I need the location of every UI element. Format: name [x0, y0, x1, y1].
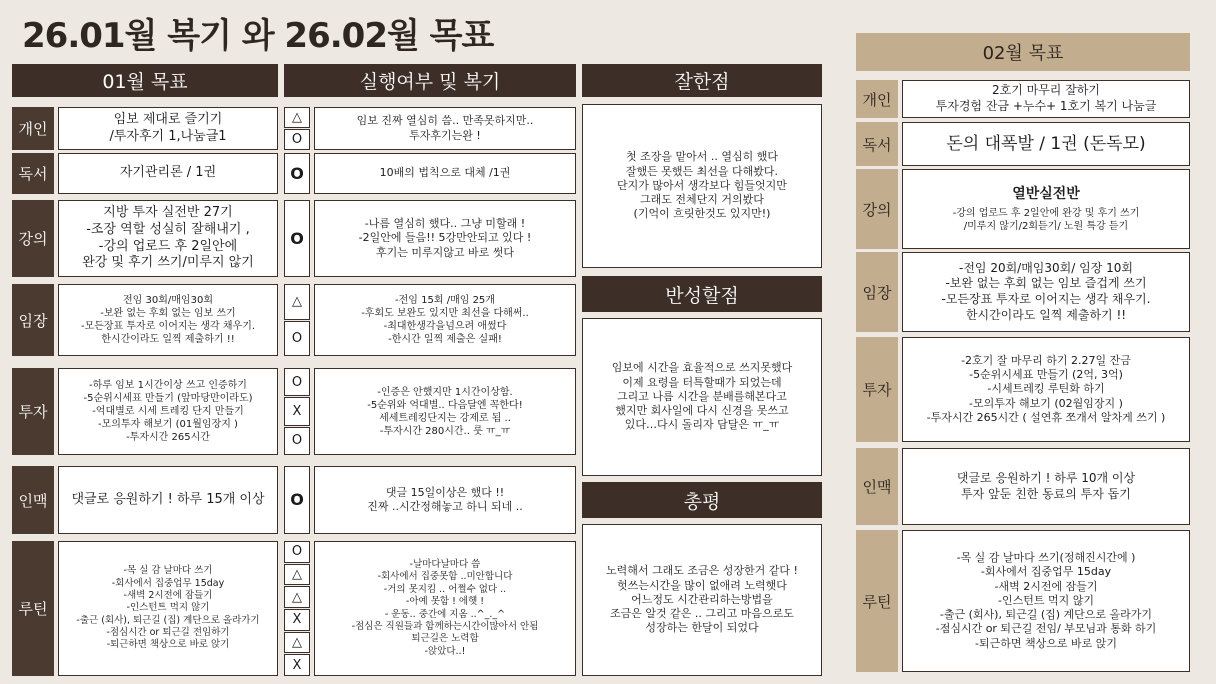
review-cell [314, 466, 576, 534]
result-mark: △ [284, 564, 310, 586]
feb-goal-cell [902, 252, 1190, 332]
feb-goal-cell [902, 169, 1190, 249]
review-cell [314, 107, 576, 150]
feb-goal-text: -2호기 잘 마무리 하기 2.27일 잔금 -5순위시세표 만들기 (2억, 3억) -시세트레킹 루틴화 하기 -모의투자 해보기 (02월임장지 ) -투자시간 265시간 ( 설연휴 쪼개서 알차게 쓰기 ) [926, 353, 1166, 424]
jan-goal-text: 전임 30회/매임30회 -보완 없는 후회 없는 임보 쓰기 -모든장표 투자로 이어지는 생각 채우기. 한시간이라도 일찍 제출하기 !! [80, 295, 256, 345]
feb-row-label-personal: 개인 [856, 80, 898, 118]
feb-row-label-routine: 루틴 [856, 530, 898, 672]
feb-lecture-title: 열반실전반 [1012, 186, 1080, 203]
result-marks [284, 541, 310, 676]
jan-goal-text: 댓글로 응원하기 ! 하루 15개 이상 [71, 491, 265, 507]
result-marks [284, 200, 310, 277]
jan-goal-text: -목 실 감 날마다 쓰기 -회사에서 집중업무 15day -새벽 2시전에 잠들기 -인스턴트 먹지 않기 -출근 (회사), 퇴근길 (집) 계단으로 올라가기 -점심시간 or 퇴근길 전임하기 -퇴근하면 책상으로 바로 앉기 [76, 565, 260, 651]
reflection-box [582, 318, 822, 476]
result-mark: O [284, 153, 310, 194]
page-title: 26.01월 복기 와 26.02월 목표 [22, 16, 494, 56]
result-mark: △ [284, 284, 310, 320]
row-label-network: 인맥 [12, 466, 54, 534]
good-points-text: 첫 조장을 맡아서 .. 열심히 했다 잘했든 못했든 최선을 다해봤다. 단지가 많아서 생각보다 힘들엇지만 그래도 전체단지 거의봤다 (기억이 흐릿한것도 있지만!) [617, 150, 787, 221]
result-marks [284, 153, 310, 194]
feb-goal-text: -목 실 감 날마다 쓰기(정해진시간에 ) -회사에서 집중업무 15day -새벽 2시전에 잠들기 -인스턴트 먹지 않기 -출근 (회사), 퇴근길 (집) 계단으로 올라가기 -점심시간 or 퇴근길 전임/ 부모님과 통화 하기 -퇴근하면 책상으로 바로 앉기 [935, 550, 1157, 650]
row-label-lecture: 강의 [12, 200, 54, 277]
result-mark: X [284, 397, 310, 425]
jan-goal-text: 임보 제대로 즐기기 /투자후기 1,나눔글1 [109, 111, 227, 144]
feb-goal-cell [902, 337, 1190, 442]
jan-goal-cell [58, 541, 278, 676]
feb-goal-cell [902, 530, 1190, 672]
result-marks [284, 284, 310, 356]
feb-goal-cell [902, 80, 1190, 118]
feb-goal-text: 돈의 대폭발 / 1권 (돈독모) [946, 133, 1146, 154]
row-label-field-visit: 임장 [12, 284, 54, 356]
jan-goal-cell [58, 153, 278, 194]
review-text: -날마다날마다 씀 -회사에서 집중못함 ..미안합니다 -거의 못지킴 .. 어쩔수 없다 .. -아예 못함 ! 에헷 ! - 운동.. 중간에 지옴 ..^_._^ -점심은 직원들과 함께하는시간이많아서 안됨 퇴근길은 노력함 -앉았다..! [351, 559, 539, 657]
jan-goal-cell [58, 466, 278, 534]
good-points-box [582, 104, 822, 268]
feb-goal-cell [902, 448, 1190, 525]
summary-text: 노력해서 그래도 조금은 성장한거 같다 ! 헛쓰는시간을 많이 없애려 노력햇다 어느정도 시간관리하는방법을 조금은 알것 같은 .. 그리고 마음으로도 성장하는 한달이 되었다 [606, 564, 798, 635]
feb-row-label-lecture: 강의 [856, 169, 898, 249]
jan-goal-cell [58, 284, 278, 356]
result-mark: △ [284, 632, 310, 654]
result-mark: △ [284, 107, 310, 128]
review-text: 댓글 15일이상은 했다 !! 진짜 ..시간정해놓고 하니 되네 .. [367, 485, 523, 513]
jan-goal-text: 지방 투자 실전반 27기 -조장 역할 성실히 잘해내기 , -강의 업로드 후 2일안에 완강 및 후기 쓰기/미루지 않기 [82, 204, 254, 271]
review-text: -인증은 안했지만 1시간이상함. -5순위와 억대별.. 다음달엔 꼭한다! 세세트레킹단지는 강제로 됨 .. -투자시간 280시간.. 룻 ㅠ_ㅠ [367, 386, 523, 437]
review-text: 10배의 법칙으로 대체 /1권 [379, 166, 511, 180]
row-label-reading: 독서 [12, 153, 54, 194]
row-label-routine: 루틴 [12, 541, 54, 676]
result-mark: O [284, 427, 310, 455]
review-header: 실행여부 및 복기 [284, 64, 576, 97]
result-mark: X [284, 609, 310, 631]
result-mark: O [284, 541, 310, 563]
reflection-header: 반성할점 [582, 276, 822, 312]
good-points-header: 잘한점 [582, 64, 822, 97]
summary-header: 총평 [582, 482, 822, 518]
jan-goal-header: 01월 목표 [12, 64, 278, 97]
result-mark: O [284, 321, 310, 357]
result-mark: O [284, 129, 310, 150]
review-text: 임보 진짜 열심히 씀.. 만족못하지만.. 투자후기는완 ! [356, 114, 534, 142]
result-marks [284, 466, 310, 534]
review-cell [314, 284, 576, 356]
jan-goal-cell [58, 107, 278, 150]
review-cell [314, 153, 576, 194]
feb-row-label-field-visit: 임장 [856, 252, 898, 332]
jan-goal-text: -하루 임보 1시간이상 쓰고 인증하기 -5순위시세표 만들기 (앞마당만이라도) -억대별로 시세 트레킹 단지 만들기 -모의투자 해보기 (01월임장지 ) -투자시간 265시간 [83, 380, 253, 443]
summary-box [582, 524, 822, 676]
result-marks [284, 107, 310, 150]
result-mark: O [284, 368, 310, 396]
feb-row-label-investment: 투자 [856, 337, 898, 442]
feb-goal-text: 댓글로 응원하기 ! 하루 10개 이상 투자 앞둔 친한 동료의 투자 돕기 [956, 470, 1136, 501]
feb-goal-header: 02월 목표 [856, 33, 1190, 71]
row-label-investment: 투자 [12, 368, 54, 455]
result-mark: O [284, 466, 310, 534]
feb-row-label-reading: 독서 [856, 122, 898, 166]
result-mark: △ [284, 586, 310, 608]
result-mark: X [284, 654, 310, 676]
feb-goal-text: -강의 업로드 후 2일안에 완강 및 후기 쓰기 /미루지 않기/2회듣기/ 노원 특강 듣기 [952, 207, 1140, 232]
jan-goal-cell [58, 368, 278, 455]
feb-row-label-network: 인맥 [856, 448, 898, 525]
review-cell [314, 541, 576, 676]
review-text: -나름 열심히 했다.. 그냥 미할래 ! -2일안에 들음!! 5강만안되고 있다 ! 후기는 미루지않고 바로 썻다 [358, 217, 532, 259]
feb-goal-text: -전임 20회/매임30회/ 임장 10회 -보완 없는 후회 없는 임보 즐겁게 쓰기 -모든장표 투자로 이어지는 생각 채우기. 한시간이라도 일찍 제출하기 !! [941, 260, 1151, 322]
review-text: -전임 15회 /매임 25개 -후회도 보완도 있지만 최선을 다해써.. -최대한생각을넘으려 애썼다 -한시간 일찍 제출은 실패! [361, 295, 529, 345]
review-cell [314, 200, 576, 277]
result-mark: O [284, 200, 310, 277]
jan-goal-cell [58, 200, 278, 277]
review-cell [314, 368, 576, 455]
feb-goal-text: 2호기 마무리 잘하기 투자경험 잔금 +누수+ 1호기 복기 나눔글 [935, 83, 1157, 113]
row-label-personal: 개인 [12, 107, 54, 150]
jan-goal-text: 자기관리론 / 1권 [119, 165, 217, 181]
result-marks [284, 368, 310, 455]
feb-goal-cell [902, 122, 1190, 166]
reflection-text: 임보에 시간을 효율적으로 쓰지못했다 이제 요령을 터특할때가 되었는데 그리고 나름 시간을 분배를해본다고 했지만 회사일에 다시 신경을 못쓰고 있다…다시 돌리자 담달은 ㅠ_ㅠ [611, 361, 793, 432]
